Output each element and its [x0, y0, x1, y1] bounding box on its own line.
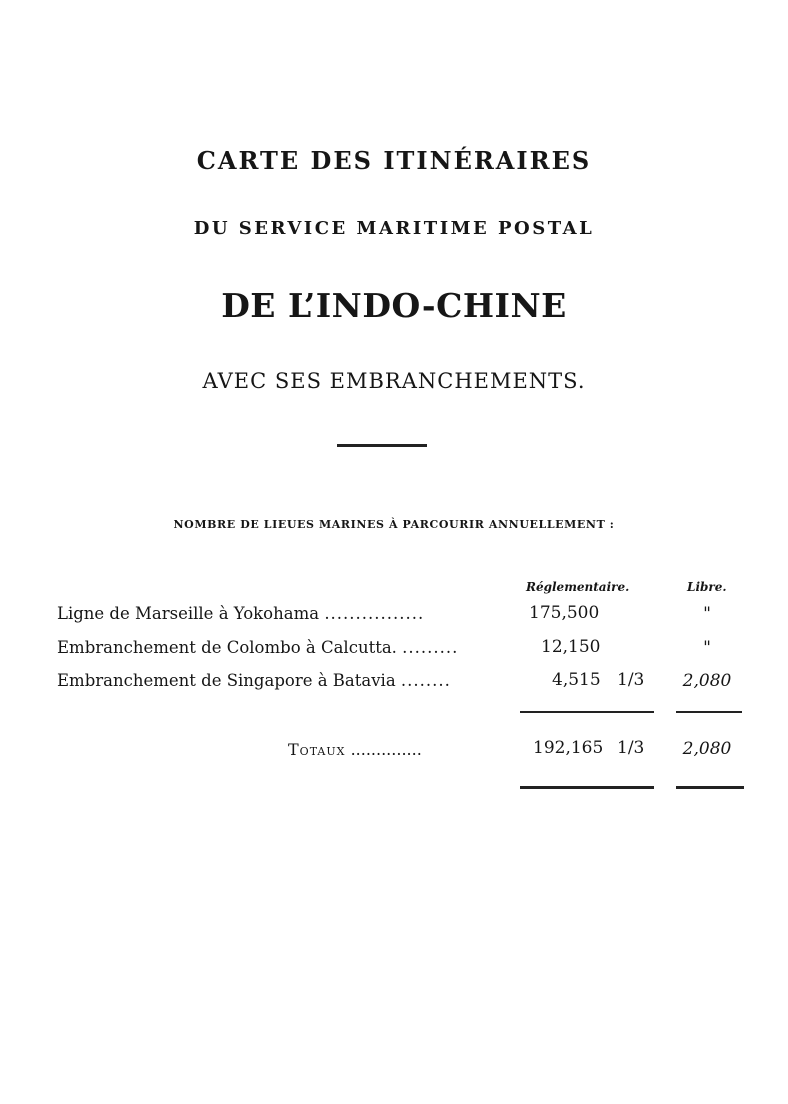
total-rule-libre	[676, 786, 744, 789]
row-value-reglementaire: 4,515	[552, 670, 601, 690]
table-row-label	[57, 604, 507, 623]
totals-value-reglementaire: 192,165	[533, 738, 604, 758]
column-header-libre: Libre.	[687, 580, 727, 594]
row-value-reglementaire: 12,150	[541, 637, 601, 657]
total-rule-reglementaire	[520, 786, 654, 789]
totals-label	[288, 740, 422, 759]
row-value-libre: "	[703, 638, 711, 658]
row-label-text: Ligne de Marseille à Yokohama	[57, 604, 320, 623]
table-row-label	[57, 638, 507, 657]
table-subheading: NOMBRE DE LIEUES MARINES À PARCOURIR ANNUELLEMENT :	[173, 518, 615, 531]
subtotal-rule-reglementaire	[520, 711, 654, 713]
title-divider	[337, 444, 427, 447]
row-value-fraction: 1/3	[617, 670, 645, 690]
leader-dots: .........	[402, 638, 459, 657]
column-header-reglementaire: Réglementaire.	[526, 580, 630, 594]
leader-dots: ........	[400, 671, 451, 690]
totals-value-fraction: 1/3	[617, 738, 645, 758]
leader-dots: ..............	[350, 740, 422, 759]
row-label-text: Embranchement de Colombo à Calcutta.	[57, 638, 397, 657]
totals-label-text: Totaux	[288, 740, 346, 759]
title-line-2: DU SERVICE MARITIME POSTAL	[193, 218, 595, 239]
row-value-libre: "	[703, 604, 711, 624]
title-line-1: CARTE DES ITINÉRAIRES	[196, 146, 592, 175]
row-value-libre: 2,080	[682, 671, 732, 691]
row-value-reglementaire: 175,500	[529, 603, 600, 623]
title-line-4: AVEC SES EMBRANCHEMENTS.	[202, 369, 586, 393]
subtotal-rule-libre	[676, 711, 742, 713]
row-label-text: Embranchement de Singapore à Batavia	[57, 671, 396, 690]
table-row-label	[57, 671, 507, 690]
title-line-3: DE L’INDO-CHINE	[221, 286, 567, 325]
totals-value-libre: 2,080	[682, 739, 732, 759]
leader-dots: ................	[324, 604, 425, 623]
